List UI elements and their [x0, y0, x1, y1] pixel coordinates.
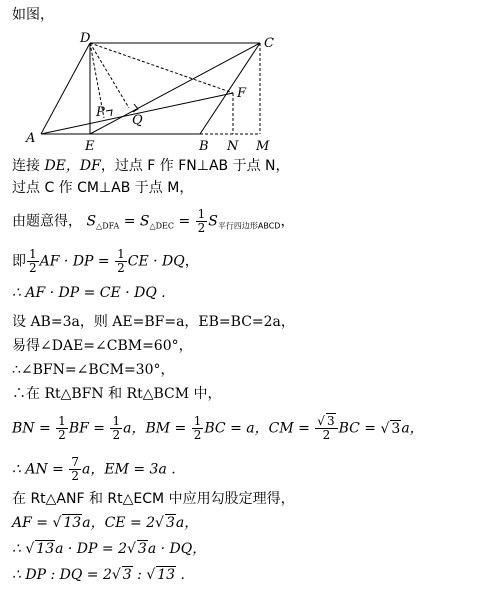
sqrt3-b: √ 3 [380, 420, 401, 437]
text-bc: BC = a [204, 420, 255, 437]
sqrt3-d-radicand: 3 [137, 541, 147, 557]
sqrt13: √ 13 [52, 515, 82, 531]
text-bf: BF = [68, 420, 110, 437]
text-cm: ，CM = [254, 420, 315, 437]
text-th2b: a · DP = 2 [55, 541, 127, 557]
segment-df [90, 43, 233, 93]
sqrt3-e-radicand: 3 [122, 567, 132, 583]
fraction-half-2 [27, 248, 39, 275]
sqrt3-c: √ 3 [155, 515, 175, 531]
sub-dec: △DEC [149, 221, 175, 231]
half-den-4: 2 [58, 428, 66, 442]
intro-text: 如图， [12, 7, 54, 23]
text-ce-a: a， [175, 515, 199, 531]
line-area-relation [12, 208, 294, 236]
text-through-f: ，过点 F 作 FN⊥AB 于点 N， [100, 158, 290, 174]
comma-1: ， [280, 213, 295, 230]
label-e: E [85, 139, 95, 154]
sqrt13-c-radicand: 13 [157, 567, 176, 583]
text-em: ，EM = 3a . [90, 461, 176, 478]
sqrt3-d: √ 3 [127, 541, 147, 557]
label-q: Q [132, 113, 143, 128]
label-n: N [227, 139, 239, 154]
sqrt13-radicand: 13 [63, 515, 82, 531]
text-th2a: ∴ [12, 541, 26, 557]
line-angle-30: ∴∠BFN=∠BCM=30°， [12, 362, 175, 378]
label-d: D [80, 31, 91, 46]
text-bn: BN = [12, 420, 56, 437]
seven-num: 7 [71, 455, 79, 469]
s-par: S [208, 213, 218, 230]
line-connect [12, 157, 290, 175]
sub-dfa: △DFA [96, 221, 120, 231]
label-c: C [264, 36, 274, 51]
sqrt13-b: √ 13 [25, 541, 55, 557]
line-bn-bm-cm [12, 415, 424, 442]
line-af-ce [12, 514, 198, 532]
sqrt3-num: √ 3 [315, 415, 337, 429]
line-easy: 易得∠DAE=∠CBM=60°， [12, 338, 193, 354]
text-th3b: : [132, 567, 147, 583]
sqrt3-b-radicand: 3 [391, 420, 401, 437]
fraction-seven-half [69, 456, 81, 483]
text-connect: 连接 [12, 158, 40, 174]
line-in-rt: ∴在 Rt△BFN 和 Rt△BCM 中， [12, 386, 222, 402]
text-a-end: a， [401, 420, 424, 437]
fraction-half-5 [110, 415, 122, 442]
text-an-a: a [82, 461, 91, 478]
line-set-ab: 设 AB=3a，则 AE=BF=a，EB=BC=2a， [12, 314, 295, 330]
half-den-5: 2 [112, 428, 121, 442]
label-m: M [256, 139, 270, 154]
side-bc [200, 43, 260, 134]
half-den-6: 2 [193, 428, 202, 442]
eq-2: = [174, 213, 195, 230]
fraction-half-6 [192, 415, 204, 442]
half-den-7: 2 [322, 428, 331, 442]
half-num-5: 1 [112, 414, 121, 428]
ce-dq: CE · DQ [127, 253, 185, 270]
label-a: A [26, 131, 36, 146]
line-therefore-1: ∴ AF · DP = CE · DQ . [12, 285, 166, 301]
sqrt3-e: √ 3 [111, 567, 132, 583]
text-bc2: BC = [338, 420, 381, 437]
text-de-df: DE，DF [44, 158, 101, 174]
fraction-half-4 [56, 415, 68, 442]
sub-par: 平行四边形ABCD [217, 221, 281, 231]
text-a: a [123, 420, 132, 437]
text-ji: 即 [12, 253, 26, 270]
sqrt3-radicand: 3 [326, 414, 335, 428]
text-af-a: a，CE = 2 [82, 515, 156, 531]
two-den: 2 [71, 469, 79, 483]
line-therefore-2 [12, 540, 206, 558]
text-bm: ，BM = [131, 420, 191, 437]
text-th3a: ∴ DP : DQ = 2 [12, 567, 112, 583]
half-den: 2 [197, 221, 206, 235]
text-af: AF = [12, 515, 53, 531]
text-th2c: a · DQ， [147, 541, 207, 557]
segment-ec [90, 43, 260, 134]
fraction-sqrt3-half [315, 415, 337, 442]
sqrt13-c: √ 13 [146, 567, 176, 583]
half-num: 1 [197, 207, 206, 221]
sqrt13-b-radicand: 13 [36, 541, 55, 557]
half-num-4: 1 [58, 414, 66, 428]
sqrt3-c-radicand: 3 [165, 515, 175, 531]
half-num-3: 1 [117, 247, 125, 261]
text-an: ∴ AN = [12, 461, 69, 478]
label-f: F [237, 86, 247, 101]
label-p: P [96, 105, 105, 120]
half-den-2: 2 [29, 261, 37, 275]
half-den-3: 2 [117, 261, 125, 275]
line-an-em [12, 456, 176, 483]
segment-dq [90, 43, 129, 108]
text-from-problem: 由题意得， [12, 213, 82, 230]
s-dfa: S [86, 213, 97, 230]
s-dec: S [139, 213, 150, 230]
line-ji [12, 248, 199, 275]
fraction-half [196, 208, 208, 235]
line-pythag: 在 Rt△ANF 和 Rt△ECM 中应用勾股定理得， [12, 491, 295, 507]
right-angle-mark-p [106, 110, 112, 116]
af-dp: AF · DP = [39, 253, 115, 270]
half-num-6: 1 [193, 414, 202, 428]
side-ad [41, 43, 90, 134]
text-th3c: . [176, 567, 185, 583]
line-through-c: 过点 C 作 CM⊥AB 于点 M， [12, 180, 194, 196]
comma-2: ， [184, 253, 199, 270]
eq-1: = [119, 213, 140, 230]
label-b: B [199, 139, 209, 154]
line-therefore-3 [12, 566, 185, 584]
fraction-half-3 [115, 248, 127, 275]
half-num-2: 1 [29, 247, 37, 261]
